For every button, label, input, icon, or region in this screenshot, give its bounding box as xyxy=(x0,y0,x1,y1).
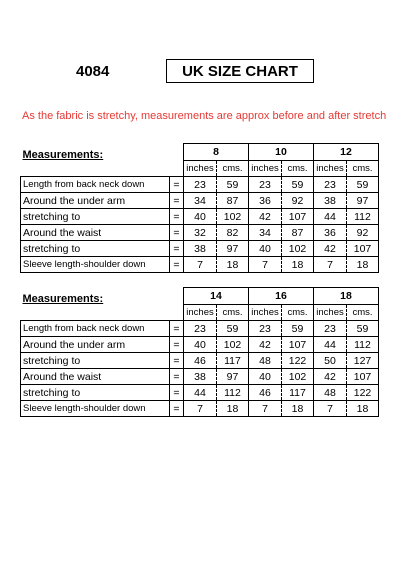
value-inches: 7 xyxy=(314,401,347,417)
table-row xyxy=(21,177,379,193)
value-inches: 23 xyxy=(184,321,217,337)
table-row xyxy=(21,193,379,209)
value-inches: 7 xyxy=(249,257,282,273)
unit-cms: cms. xyxy=(347,305,379,321)
value-inches: 46 xyxy=(249,385,282,401)
unit-cms: cms. xyxy=(282,161,314,177)
value-inches: 42 xyxy=(314,369,347,385)
value-inches: 44 xyxy=(314,337,347,353)
value-cms: 102 xyxy=(217,337,249,353)
value-cms: 59 xyxy=(217,177,249,193)
equals-sign: = xyxy=(170,321,184,337)
size-table-14-18 xyxy=(20,287,379,417)
row-label: stretching to xyxy=(21,353,170,369)
unit-inches: inches xyxy=(184,305,217,321)
value-inches: 46 xyxy=(184,353,217,369)
value-inches: 23 xyxy=(314,321,347,337)
value-inches: 42 xyxy=(314,241,347,257)
blank-cell xyxy=(21,305,184,321)
equals-sign: = xyxy=(170,369,184,385)
value-inches: 40 xyxy=(249,369,282,385)
value-cms: 107 xyxy=(282,337,314,353)
value-inches: 38 xyxy=(314,193,347,209)
blank-cell xyxy=(21,161,184,177)
size-header: 14 xyxy=(184,288,249,305)
value-inches: 42 xyxy=(249,337,282,353)
equals-sign: = xyxy=(170,257,184,273)
table-row xyxy=(21,369,379,385)
value-inches: 36 xyxy=(249,193,282,209)
row-label: stretching to xyxy=(21,385,170,401)
value-cms: 59 xyxy=(217,321,249,337)
row-label: Length from back neck down xyxy=(21,177,170,193)
row-label: stretching to xyxy=(21,209,170,225)
value-cms: 122 xyxy=(347,385,379,401)
size-header: 12 xyxy=(314,144,379,161)
value-inches: 40 xyxy=(184,209,217,225)
equals-sign: = xyxy=(170,241,184,257)
value-cms: 97 xyxy=(217,241,249,257)
value-cms: 107 xyxy=(347,241,379,257)
value-inches: 40 xyxy=(249,241,282,257)
value-cms: 117 xyxy=(217,353,249,369)
row-label: Length from back neck down xyxy=(21,321,170,337)
value-inches: 7 xyxy=(184,257,217,273)
equals-sign: = xyxy=(170,225,184,241)
value-cms: 18 xyxy=(217,401,249,417)
measurements-heading: Measurements: xyxy=(22,148,104,161)
value-cms: 107 xyxy=(347,369,379,385)
value-cms: 59 xyxy=(347,177,379,193)
value-inches: 7 xyxy=(249,401,282,417)
value-cms: 117 xyxy=(282,385,314,401)
row-label: Around the under arm xyxy=(21,337,170,353)
value-cms: 112 xyxy=(347,337,379,353)
unit-inches: inches xyxy=(314,161,347,177)
chart-title: UK SIZE CHART xyxy=(166,59,314,83)
value-cms: 102 xyxy=(217,209,249,225)
table-row xyxy=(21,401,379,417)
value-cms: 112 xyxy=(347,209,379,225)
equals-sign: = xyxy=(170,337,184,353)
row-label: stretching to xyxy=(21,241,170,257)
value-cms: 92 xyxy=(282,193,314,209)
value-cms: 107 xyxy=(282,209,314,225)
value-cms: 18 xyxy=(347,401,379,417)
value-cms: 92 xyxy=(347,225,379,241)
stretch-note: As the fabric is stretchy, measurements are approx before and after stretch xyxy=(22,110,387,122)
value-inches: 7 xyxy=(184,401,217,417)
row-label: Sleeve length-shoulder down xyxy=(21,401,170,417)
value-cms: 87 xyxy=(217,193,249,209)
value-inches: 23 xyxy=(314,177,347,193)
size-header: 18 xyxy=(314,288,379,305)
value-cms: 97 xyxy=(217,369,249,385)
value-inches: 44 xyxy=(314,209,347,225)
value-inches: 48 xyxy=(314,385,347,401)
value-cms: 59 xyxy=(347,321,379,337)
equals-sign: = xyxy=(170,177,184,193)
value-inches: 34 xyxy=(249,225,282,241)
value-inches: 38 xyxy=(184,241,217,257)
value-inches: 42 xyxy=(249,209,282,225)
table-row xyxy=(21,209,379,225)
value-cms: 122 xyxy=(282,353,314,369)
equals-sign: = xyxy=(170,193,184,209)
size-header: 8 xyxy=(184,144,249,161)
table-row xyxy=(21,353,379,369)
value-inches: 32 xyxy=(184,225,217,241)
equals-sign: = xyxy=(170,385,184,401)
measurements-heading: Measurements: xyxy=(22,292,104,305)
equals-sign: = xyxy=(170,353,184,369)
row-label: Around the waist xyxy=(21,225,170,241)
equals-sign: = xyxy=(170,401,184,417)
equals-sign: = xyxy=(170,209,184,225)
table-row xyxy=(21,257,379,273)
value-inches: 7 xyxy=(314,257,347,273)
unit-inches: inches xyxy=(314,305,347,321)
table-row xyxy=(21,385,379,401)
value-inches: 23 xyxy=(249,321,282,337)
value-inches: 44 xyxy=(184,385,217,401)
unit-cms: cms. xyxy=(347,161,379,177)
value-inches: 23 xyxy=(249,177,282,193)
unit-cms: cms. xyxy=(217,305,249,321)
unit-inches: inches xyxy=(249,305,282,321)
table-row xyxy=(21,321,379,337)
value-inches: 50 xyxy=(314,353,347,369)
value-inches: 40 xyxy=(184,337,217,353)
product-code: 4084 xyxy=(76,63,110,80)
value-cms: 97 xyxy=(347,193,379,209)
size-table-8-12 xyxy=(20,143,379,273)
row-label: Around the waist xyxy=(21,369,170,385)
unit-inches: inches xyxy=(184,161,217,177)
value-cms: 18 xyxy=(282,257,314,273)
value-cms: 18 xyxy=(217,257,249,273)
value-cms: 127 xyxy=(347,353,379,369)
table-row xyxy=(21,241,379,257)
unit-cms: cms. xyxy=(282,305,314,321)
table-row xyxy=(21,225,379,241)
value-cms: 18 xyxy=(282,401,314,417)
size-header: 16 xyxy=(249,288,314,305)
table-row xyxy=(21,337,379,353)
value-inches: 23 xyxy=(184,177,217,193)
value-cms: 82 xyxy=(217,225,249,241)
value-cms: 18 xyxy=(347,257,379,273)
value-inches: 36 xyxy=(314,225,347,241)
value-cms: 87 xyxy=(282,225,314,241)
value-cms: 102 xyxy=(282,369,314,385)
value-cms: 112 xyxy=(217,385,249,401)
value-cms: 59 xyxy=(282,321,314,337)
unit-cms: cms. xyxy=(217,161,249,177)
unit-inches: inches xyxy=(249,161,282,177)
value-cms: 102 xyxy=(282,241,314,257)
value-inches: 34 xyxy=(184,193,217,209)
value-inches: 48 xyxy=(249,353,282,369)
size-header: 10 xyxy=(249,144,314,161)
row-label: Sleeve length-shoulder down xyxy=(21,257,170,273)
value-cms: 59 xyxy=(282,177,314,193)
row-label: Around the under arm xyxy=(21,193,170,209)
value-inches: 38 xyxy=(184,369,217,385)
